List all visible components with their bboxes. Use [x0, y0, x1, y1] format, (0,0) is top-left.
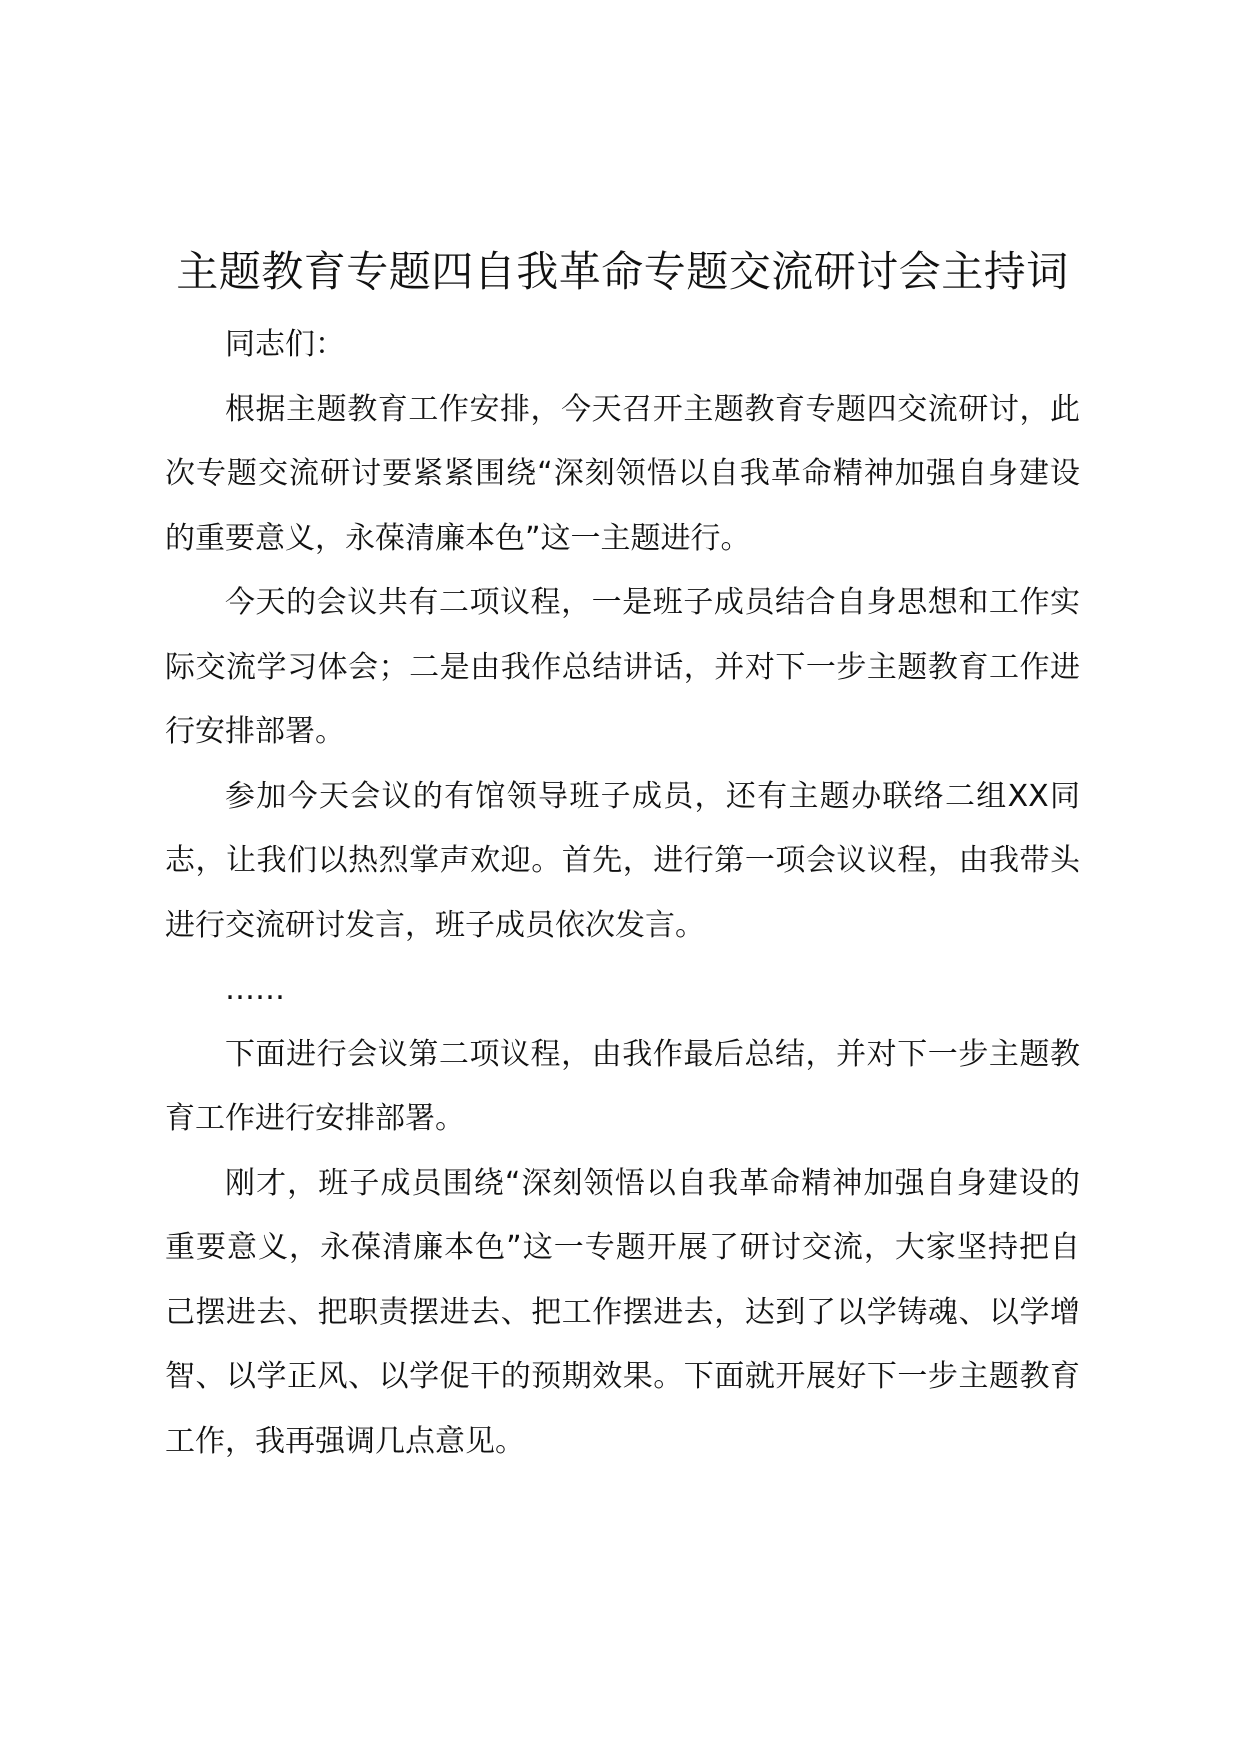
paragraph-second-item: 下面进行会议第二项议程，由我作最后总结，并对下一步主题教育工作进行安排部署。	[165, 1036, 1080, 1136]
document-title: 主题教育专题四自我革命专题交流研讨会主持词	[176, 247, 1069, 296]
paragraph-background: 根据主题教育工作安排，今天召开主题教育专题四交流研讨，此次专题交流研讨要紧紧围绕“深刻领悟以自我革命精神加强自身建设的重要意义，永葆清廉本色”这一主题进行。	[165, 391, 1080, 556]
paragraph-ellipsis: ……	[225, 972, 285, 1007]
paragraph-salutation: 同志们：	[225, 327, 345, 362]
paragraph-summary: 刚才，班子成员围绕“深刻领悟以自我革命精神加强自身建设的重要意义，永葆清廉本色”这一专题开展了研讨交流，大家坚持把自己摆进去、把职责摆进去、把工作摆进去，达到了以学铸魂、以学增智、以学正风、以学促干的预期效果。下面就开展好下一步主题教育工作，我再强调几点意见。	[165, 1165, 1080, 1459]
paragraph-agenda: 今天的会议共有二项议程，一是班子成员结合自身思想和工作实际交流学习体会；二是由我作总结讲话，并对下一步主题教育工作进行安排部署。	[165, 585, 1080, 749]
document-body	[165, 240, 1080, 1474]
paragraph-attendees: 参加今天会议的有馆领导班子成员，还有主题办联络二组XX同志，让我们以热烈掌声欢迎。首先，进行第一项会议议程，由我带头进行交流研讨发言，班子成员依次发言。	[165, 778, 1080, 943]
